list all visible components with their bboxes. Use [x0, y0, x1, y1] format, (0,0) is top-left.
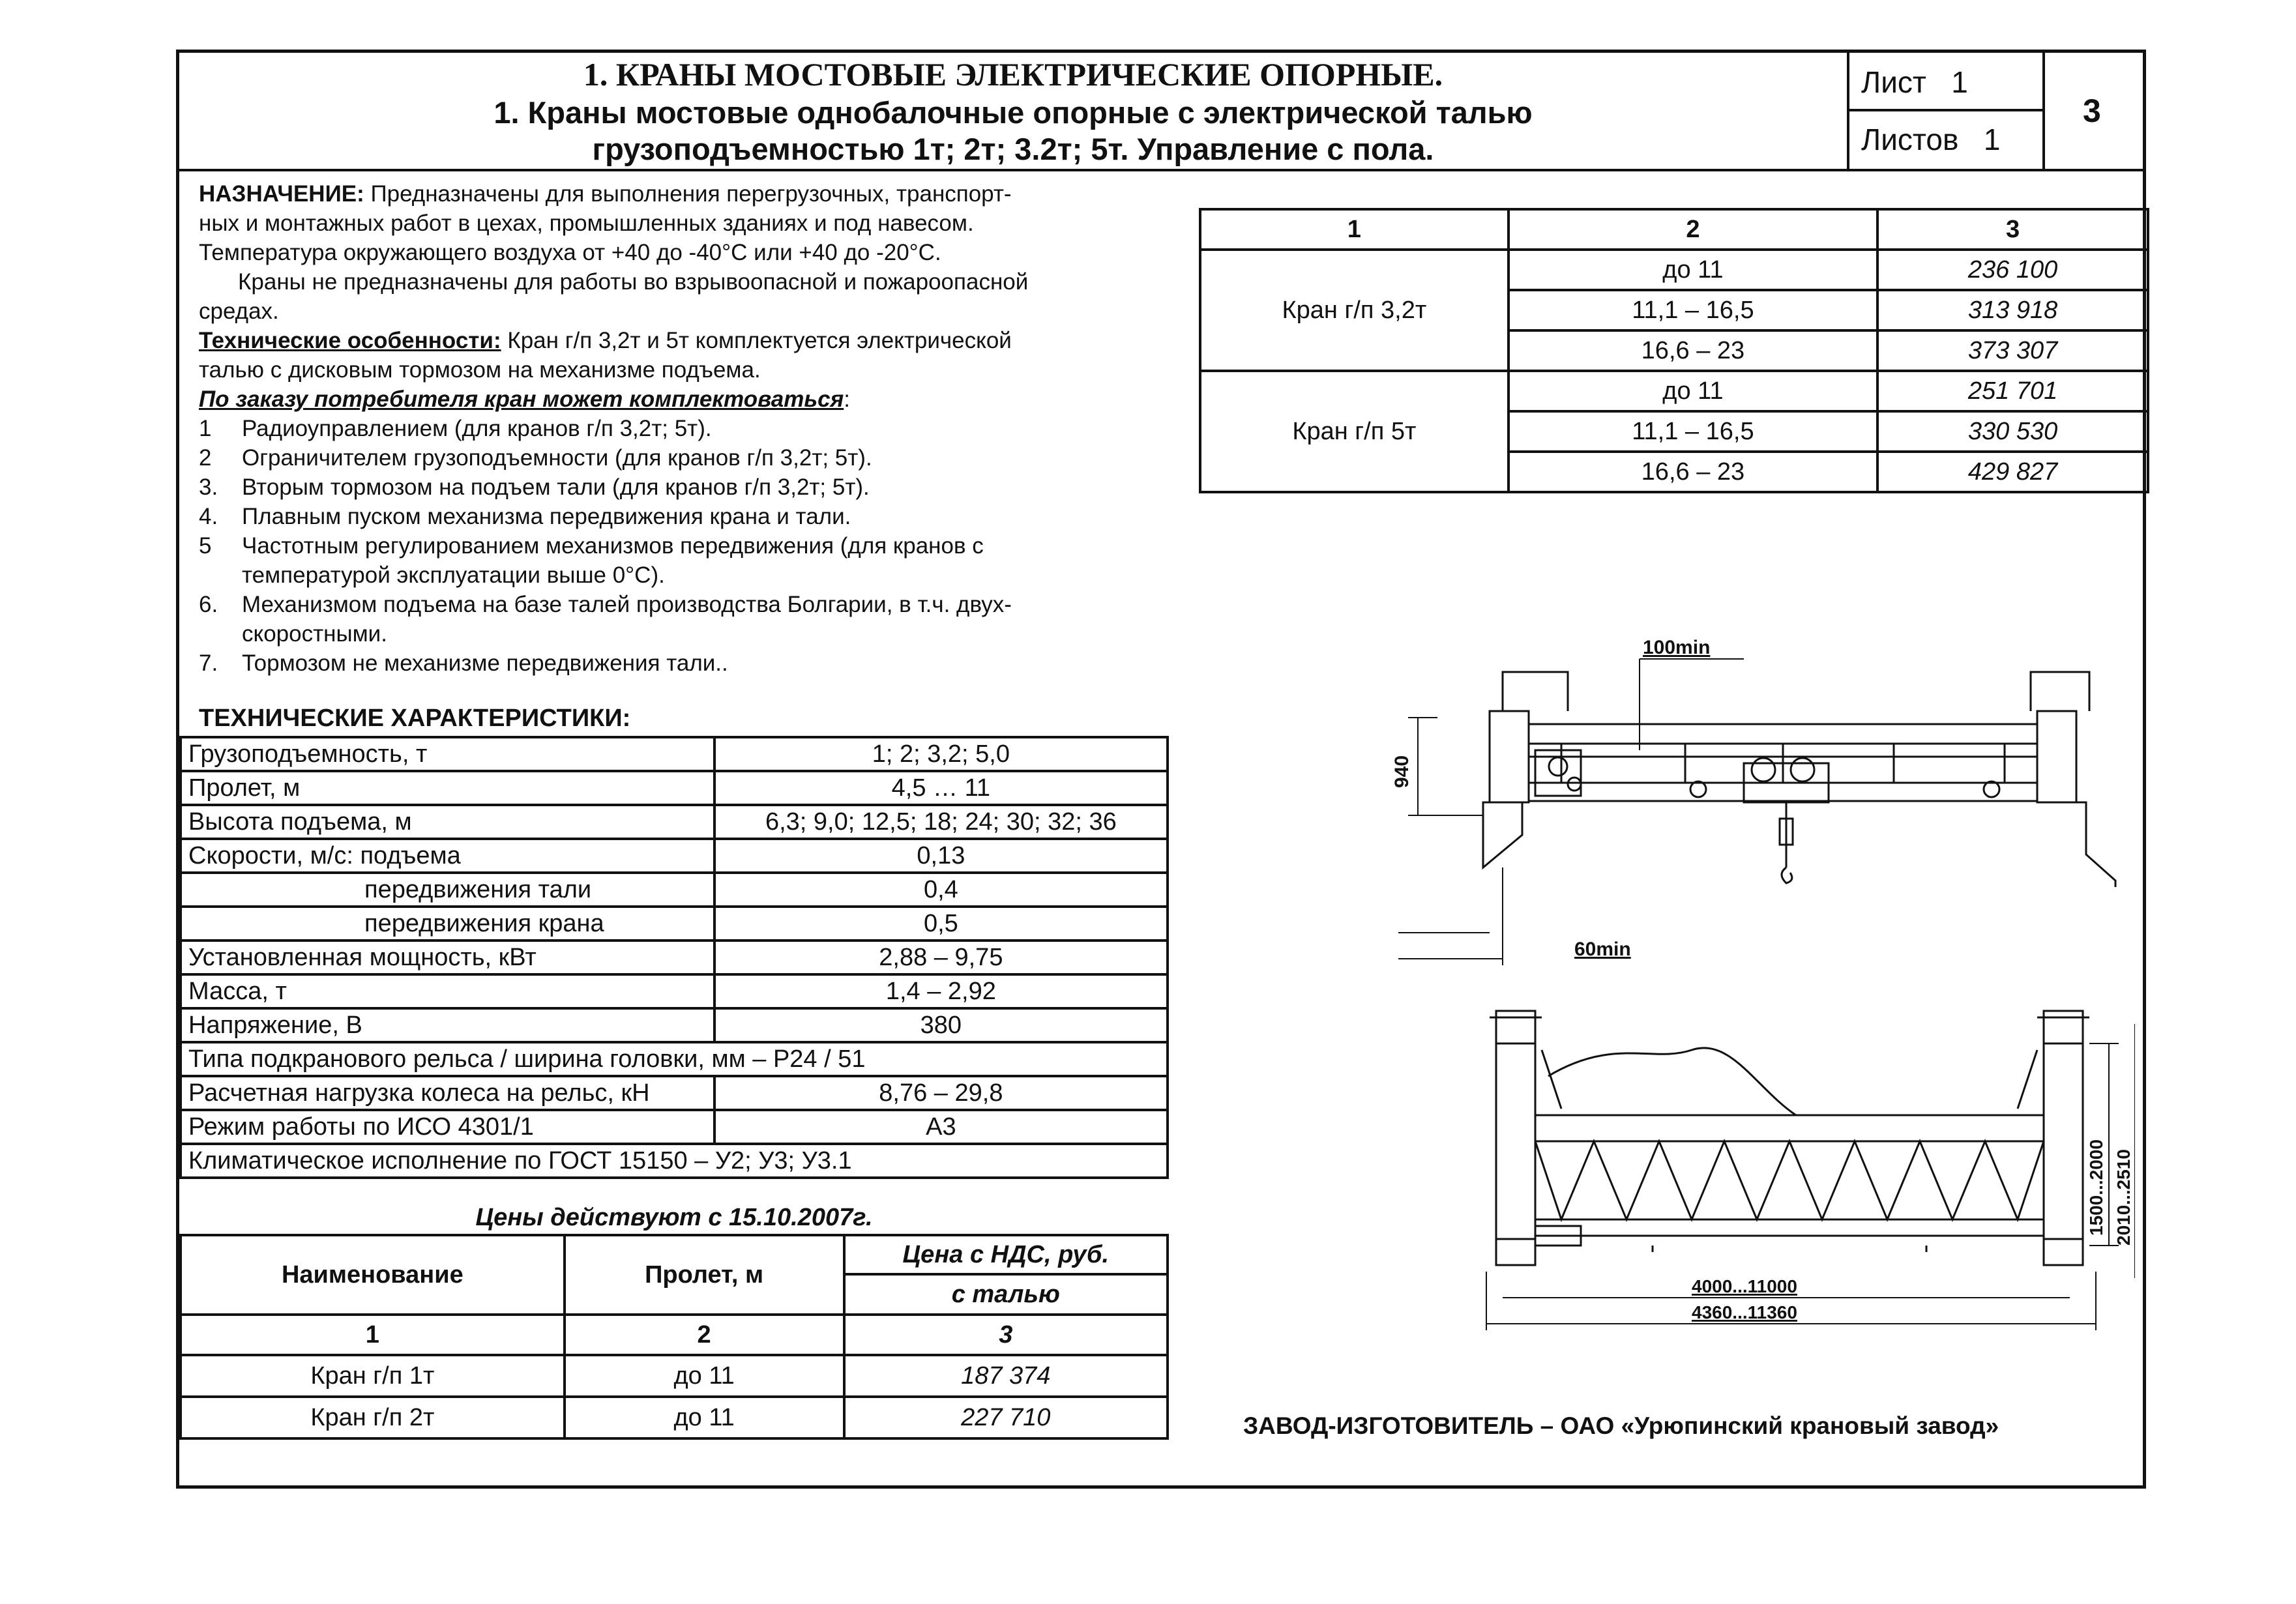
- table-row: 11,1 – 16,5 313 918: [1200, 290, 2148, 330]
- dim-940-label: 940: [1391, 755, 1413, 788]
- table-row: 16,6 – 23 429 827: [1200, 452, 2148, 492]
- header-divider: [179, 169, 2143, 171]
- table-header-row: 1 2 3: [1200, 209, 2148, 250]
- table-row: Расчетная нагрузка колеса на рельс, кН 8,76 – 29,8: [181, 1076, 1168, 1110]
- table-row: 16,6 – 23 373 307: [1200, 330, 2148, 371]
- table-row: 1 2 3: [181, 1315, 1168, 1355]
- table-row: Скорости, м/с: подъема 0,13: [181, 839, 1168, 873]
- dim-4360-label: 4360...11360: [1692, 1302, 1797, 1322]
- subtitle-line-2: грузоподъемностью 1т; 2т; 3.2т; 5т. Управление с пола.: [592, 132, 1434, 166]
- table-header-row: Наименование Пролет, м Цена с НДС, руб.: [181, 1235, 1168, 1274]
- table-row: Кран г/п 1т до 11 187 374: [181, 1355, 1168, 1397]
- sheet-box-divider: [1847, 109, 2042, 111]
- crane-elevation-view: [1391, 637, 2115, 965]
- prices-note: Цены действуют с 15.10.2007г.: [475, 1204, 873, 1231]
- dim-1500-label: 1500...2000: [2086, 1139, 2106, 1236]
- price-table-1: [179, 1234, 1169, 1440]
- crane-plan-view: [1486, 1011, 2135, 1330]
- specs-table: [179, 736, 1169, 1179]
- header-divider-v2: [2042, 53, 2045, 169]
- dim-100min-label: 100min: [1643, 637, 1711, 658]
- description-block: НАЗНАЧЕНИЕ: Предназначены для выполнения перегрузочных, транспорт- ных и монтажных работ в цехах, промышленных зданиях и под навесом. Температура окружающего воздуха от +40 до -40°С или +40 до -20°С. Краны не предназначены для работы во взрывоопасной и пожароопасной средах. Технические особенности: Кран г/п 3,2т и 5т комплектуется электрической талью с дисковым тормозом на механизме подъема. По заказу потребителя кран может комплектоваться: 1 Радиоуправлением (для кранов г/п 3,2т; 5т). 2 Ограничителем грузоподъемности (для кранов г/п 3,2т; 5т). 3. Вторым тормозом на подъем тали (для кранов г/п 3,2т; 5т). 4. Плавным пуском механизма передвижения крана и тали. 5 Частотным регулированием механизмов передвижения (для кранов с температурой эксплуатации выше 0°С). 6. Механизмом подъема на базе талей производства Болгарии, в т.ч. двух- скоростными. 7. Тормозом не механизме передвижения тали..: [199, 181, 1029, 676]
- table-row: Кран г/п 3,2т до 11 236 100: [1200, 250, 2148, 290]
- table-row: Напряжение, В 380: [181, 1008, 1168, 1042]
- table-row: Режим работы по ИСО 4301/1 А3: [181, 1110, 1168, 1144]
- dim-60min-label: 60min: [1574, 939, 1631, 960]
- table-row: Грузоподъемность, т 1; 2; 3,2; 5,0: [181, 737, 1168, 771]
- drawing-sheet: [176, 50, 2146, 1489]
- table-row: Кран г/п 5т до 11 251 701: [1200, 371, 2148, 411]
- main-title: 1. КРАНЫ МОСТОВЫЕ ЭЛЕКТРИЧЕСКИЕ ОПОРНЫЕ.: [583, 56, 1443, 93]
- dim-4000-label: 4000...11000: [1692, 1276, 1797, 1296]
- table-row: передвижения крана 0,5: [181, 907, 1168, 941]
- page-number: 3: [2083, 93, 2101, 129]
- table-row: Высота подъема, м 6,3; 9,0; 12,5; 18; 24; 30; 32; 36: [181, 805, 1168, 839]
- crane-drawing: [1288, 594, 2135, 1376]
- table-row: Типа подкранового рельса / ширина головки, мм – Р24 / 51: [181, 1042, 1168, 1076]
- subtitle-line-1: 1. Краны мостовые однобалочные опорные с электрической талью: [493, 95, 1533, 130]
- table-row: Установленная мощность, кВт 2,88 – 9,75: [181, 941, 1168, 974]
- table-row: передвижения тали 0,4: [181, 873, 1168, 907]
- manufacturer: ЗАВОД-ИЗГОТОВИТЕЛЬ – ОАО «Урюпинский крановый завод»: [1243, 1412, 1999, 1439]
- dim-2010-label: 2010...2510: [2113, 1149, 2134, 1246]
- table-row: Кран г/п 2т до 11 227 710: [181, 1397, 1168, 1438]
- table-row: 11,1 – 16,5 330 530: [1200, 411, 2148, 452]
- specs-heading: ТЕХНИЧЕСКИЕ ХАРАКТЕРИСТИКИ:: [199, 705, 631, 732]
- table-row: Масса, т 1,4 – 2,92: [181, 974, 1168, 1008]
- table-row: Пролет, м 4,5 … 11: [181, 771, 1168, 805]
- price-table-2: [1199, 208, 2149, 493]
- sheets-label: Листов 1: [1861, 123, 2001, 156]
- table-header-row: с талью: [181, 1274, 1168, 1315]
- sheet-label: Лист 1: [1861, 65, 1968, 99]
- table-row: Климатическое исполнение по ГОСТ 15150 – У2; У3; У3.1: [181, 1144, 1168, 1178]
